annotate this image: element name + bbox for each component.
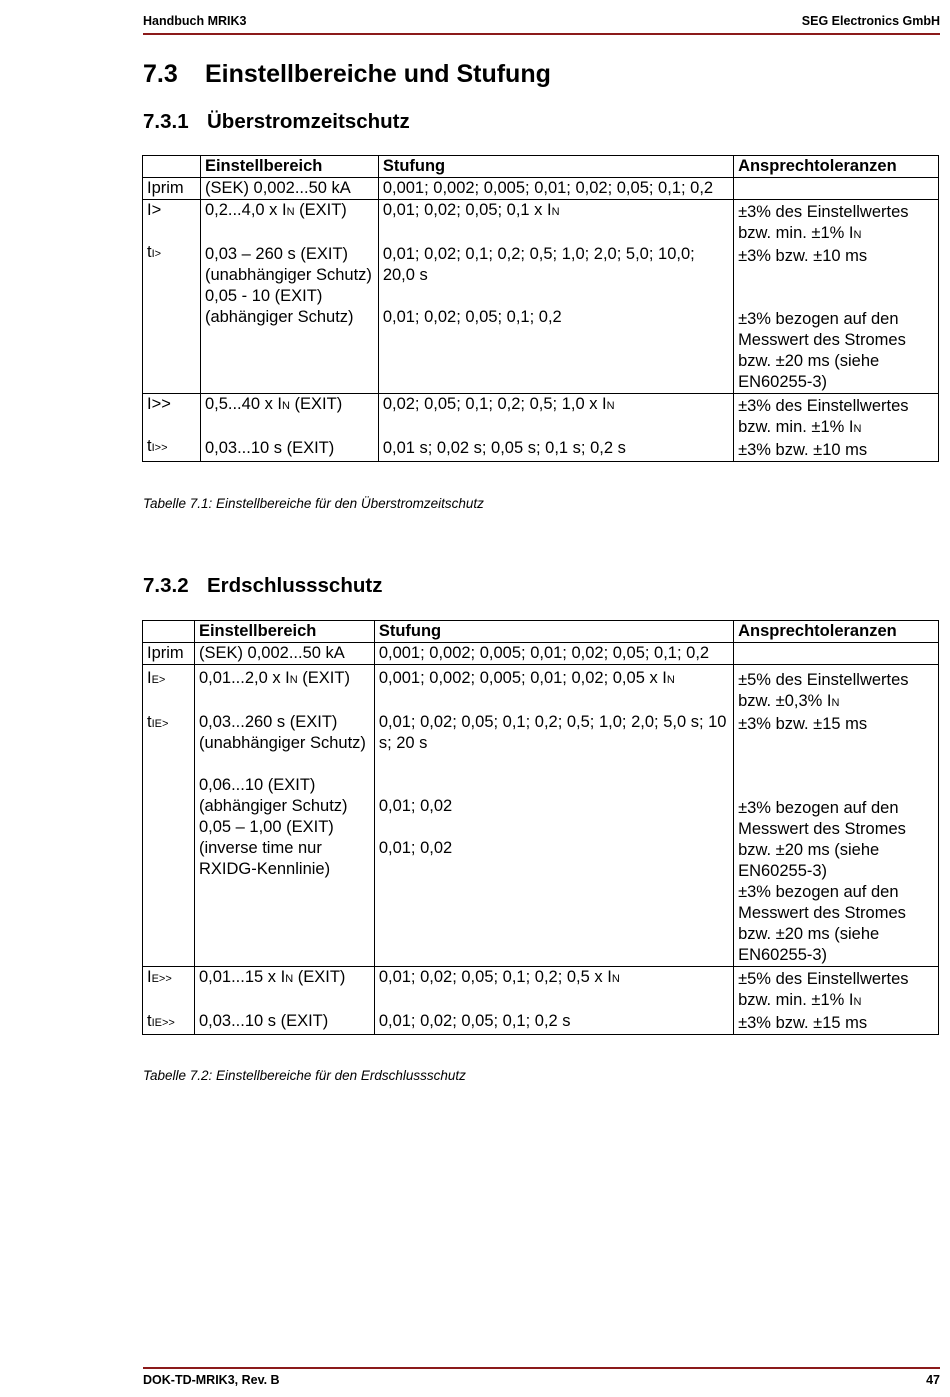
settings-table-earthfault — [142, 620, 939, 1035]
section-text: Einstellbereiche und Stufung — [205, 60, 551, 88]
table-caption-1: Tabelle 7.1: Einstellbereiche für den Überstromzeitschutz — [143, 496, 484, 511]
row-label: Iprim — [143, 178, 201, 200]
page-number: 47 — [926, 1373, 940, 1387]
subsection-number-1: 7.3.1 — [143, 110, 189, 133]
tolerance-cell: ±3% des Einstellwertes bzw. min. ±1% IN ±3% bzw. ±10 ms — [734, 394, 939, 462]
table-row — [143, 200, 939, 394]
header-cell-range: Einstellbereich — [200, 156, 378, 178]
subsection-title-2 — [143, 574, 382, 598]
table-caption-2: Tabelle 7.2: Einstellbereiche für den Erdschlussschutz — [143, 1068, 466, 1083]
subsection-text-2: Erdschlussschutz — [207, 574, 383, 597]
step-cell: 0,02; 0,05; 0,1; 0,2; 0,5; 1,0 x IN 0,01 s; 0,02 s; 0,05 s; 0,1 s; 0,2 s — [378, 394, 733, 462]
range-cell: (SEK) 0,002...50 kA — [200, 178, 378, 200]
table-row — [143, 665, 939, 967]
footer-rule — [143, 1367, 940, 1369]
row-label: Iprim — [143, 643, 195, 665]
range-cell: 0,5...40 x IN (EXIT) 0,03...10 s (EXIT) — [200, 394, 378, 462]
tolerance-cell: ±3% des Einstellwertes bzw. min. ±1% IN ±3% bzw. ±10 ms ±3% bezogen auf den Messwert des Stromes bzw. ±20 ms (siehe EN60255-3) — [734, 200, 939, 394]
header-cell-empty — [143, 156, 201, 178]
step-cell: 0,001; 0,002; 0,005; 0,01; 0,02; 0,05; 0,1; 0,2 — [374, 643, 733, 665]
range-cell: (SEK) 0,002...50 kA — [194, 643, 374, 665]
header-left: Handbuch MRIK3 — [143, 14, 247, 28]
settings-table-overcurrent — [142, 155, 939, 462]
page-footer — [143, 1373, 940, 1387]
page-header — [143, 14, 940, 28]
range-cell: 0,01...15 x IN (EXIT) 0,03...10 s (EXIT) — [194, 967, 374, 1035]
footer-left: DOK-TD-MRIK3, Rev. B — [143, 1373, 280, 1387]
step-cell: 0,01; 0,02; 0,05; 0,1 x IN 0,01; 0,02; 0,1; 0,2; 0,5; 1,0; 2,0; 5,0; 10,0; 20,0 s 0,01; 0,02; 0,05; 0,1; 0,2 — [378, 200, 733, 394]
tolerance-cell: ±5% des Einstellwertes bzw. ±0,3% IN ±3% bzw. ±15 ms ±3% bezogen auf den Messwert des Stromes bzw. ±20 ms (siehe EN60255-3) ±3% bezogen auf den Messwert des Stromes bzw. ±20 ms (siehe EN60255-3) — [734, 665, 939, 967]
row-label: IE>> tIE>> — [143, 967, 195, 1035]
header-cell-step: Stufung — [374, 621, 733, 643]
header-right: SEG Electronics GmbH — [801, 14, 940, 28]
header-cell-empty — [143, 621, 195, 643]
tolerance-cell — [734, 178, 939, 200]
step-cell: 0,001; 0,002; 0,005; 0,01; 0,02; 0,05; 0,1; 0,2 — [378, 178, 733, 200]
header-cell-range: Einstellbereich — [194, 621, 374, 643]
header-cell-step: Stufung — [378, 156, 733, 178]
step-cell: 0,001; 0,002; 0,005; 0,01; 0,02; 0,05 x IN 0,01; 0,02; 0,05; 0,1; 0,2; 0,5; 1,0; 2,0; 5,0 s; 10 s; 20 s 0,01; 0,02 0,01; 0,02 — [374, 665, 733, 967]
table-header-row — [143, 156, 939, 178]
tolerance-cell: ±5% des Einstellwertes bzw. min. ±1% IN ±3% bzw. ±15 ms — [734, 967, 939, 1035]
table-row — [143, 967, 939, 1035]
header-cell-tolerance: Ansprechtoleranzen — [734, 156, 939, 178]
tolerance-cell — [734, 643, 939, 665]
subsection-text-1: Überstromzeitschutz — [207, 110, 410, 133]
range-cell: 0,2...4,0 x IN (EXIT) 0,03 – 260 s (EXIT) (unabhängiger Schutz) 0,05 - 10 (EXIT) (abhängiger Schutz) — [200, 200, 378, 394]
row-label: IE> tIE> — [143, 665, 195, 967]
header-cell-tolerance: Ansprechtoleranzen — [734, 621, 939, 643]
table-header-row — [143, 621, 939, 643]
subsection-title-1 — [143, 110, 410, 134]
header-rule — [143, 33, 940, 35]
subsection-number-2: 7.3.2 — [143, 574, 189, 597]
range-cell: 0,01...2,0 x IN (EXIT) 0,03...260 s (EXIT) (unabhängiger Schutz) 0,06...10 (EXIT) (abhängiger Schutz) 0,05 – 1,00 (EXIT) (inverse time nur RXIDG-Kennlinie) — [194, 665, 374, 967]
row-label: I> tI> — [143, 200, 201, 394]
table-row — [143, 643, 939, 665]
step-cell: 0,01; 0,02; 0,05; 0,1; 0,2; 0,5 x IN 0,01; 0,02; 0,05; 0,1; 0,2 s — [374, 967, 733, 1035]
table-row — [143, 178, 939, 200]
row-label: I>> tI>> — [143, 394, 201, 462]
section-number: 7.3 — [143, 60, 178, 88]
table-row — [143, 394, 939, 462]
section-title — [143, 60, 551, 89]
